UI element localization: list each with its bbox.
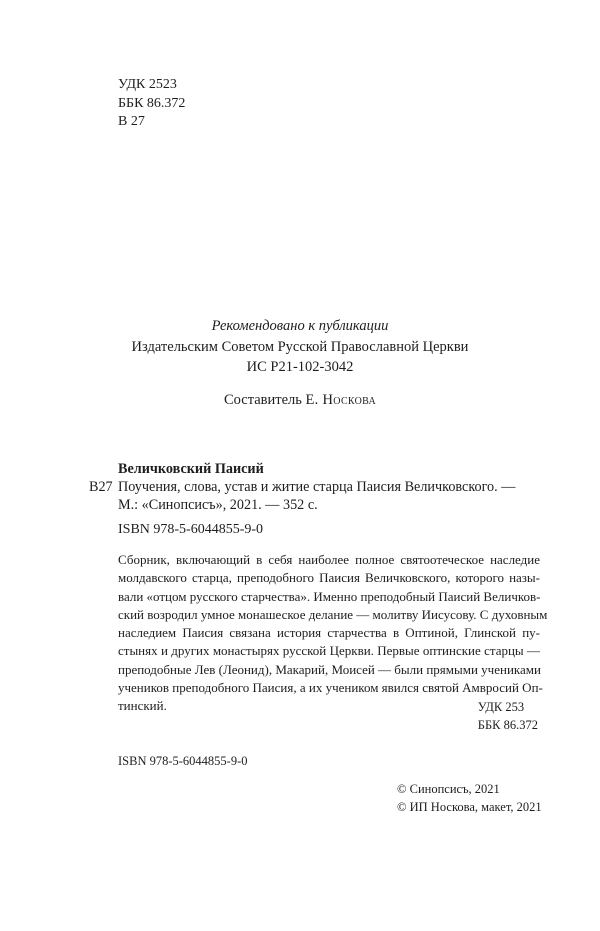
recommendation-block — [0, 316, 600, 378]
bibliographic-title-line: Поучения, слова, устав и житие старца Паисия Величковского. — — [118, 479, 516, 495]
abstract — [118, 551, 548, 716]
udk-code-bottom: УДК 253 — [477, 700, 525, 714]
abstract-line: вали «отцом русского старчества». Именно преподобный Паисий Величков- — [118, 588, 541, 604]
copyright-block — [397, 781, 542, 816]
abstract-line: стынях и других монастырях русской Церкви. Первые оптинские старцы — — [118, 643, 540, 659]
isbn-main: ISBN 978-5-6044855-9-0 — [118, 522, 264, 537]
author-mark: В 27 — [118, 114, 145, 129]
recommendation-number: ИС Р21-102-3042 — [246, 359, 354, 375]
compiler-name: Е. Носкова — [305, 392, 377, 408]
abstract-line: учеников преподобного Паисия, а их учеником явился святой Амвросий Оп- — [118, 680, 543, 696]
classification-bottom — [478, 699, 538, 734]
isbn-bottom: ISBN 978-5-6044855-9-0 — [118, 754, 248, 768]
abstract-line: наследием Паисия связана история старчества в Оптиной, Глинской пу- — [118, 625, 540, 641]
bibliographic-code: В27 — [89, 479, 113, 495]
copyright-publisher: © Синопсисъ, 2021 — [397, 782, 500, 796]
bibliographic-publication-line: М.: «Синопсисъ», 2021. — 352 с. — [118, 497, 318, 513]
udk-code: УДК 2523 — [118, 77, 177, 92]
bbk-code-bottom: ББК 86.372 — [477, 717, 538, 732]
abstract-line: преподобные Лев (Леонид), Макарий, Моисей — были прямыми учениками — [118, 661, 541, 677]
compiler-line — [0, 390, 600, 410]
abstract-line: ский возродил умное монашеское делание — молитву Иисусову. С духовным — [118, 606, 548, 622]
copyright-layout: © ИП Носкова, макет, 2021 — [397, 799, 542, 814]
bibliographic-description — [118, 478, 518, 514]
abstract-line: молдавского старца, преподобного Паисия Величковского, которого назы- — [118, 570, 540, 586]
bibliographic-author: Величковский Паисий — [118, 461, 264, 477]
abstract-line: Сборник, включающий в себя наиболее полное святоотеческое наследие — [118, 552, 540, 567]
classification-block — [118, 76, 185, 132]
recommendation-council: Издательским Советом Русской Православной Церкви — [131, 338, 469, 355]
recommendation-heading: Рекомендовано к публикации — [211, 318, 389, 334]
bbk-code: ББК 86.372 — [118, 95, 186, 111]
compiler-label: Составитель — [223, 392, 302, 408]
abstract-line: тинский. — [118, 698, 167, 714]
